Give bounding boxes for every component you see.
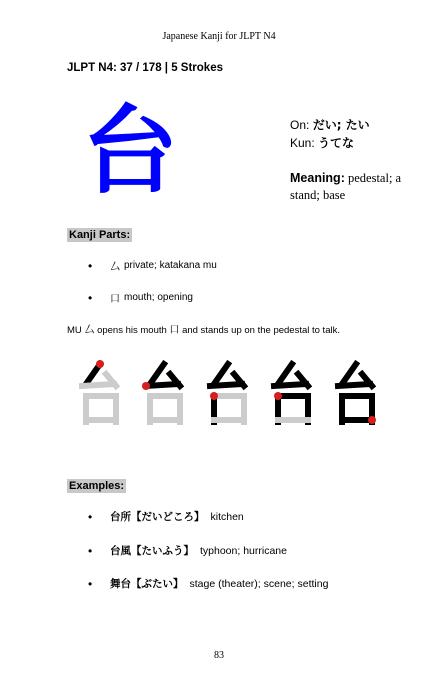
bullet-icon: • [88,576,93,591]
bullet-icon: • [88,509,93,524]
kun-value: うてな [318,136,355,150]
meaning-block [290,170,430,204]
part-item [88,290,193,305]
example-item [88,543,287,558]
mnemonic-part: MU [67,325,82,336]
stroke-path [150,364,164,384]
stroke-start-marker [274,392,282,400]
example-item [88,576,328,591]
stroke-frame [210,364,244,422]
main-kanji: 台 [82,95,178,207]
stroke-frame [274,364,308,422]
stroke-frame [142,364,180,422]
meaning-text: pedestal; a stand; base [290,171,402,202]
stroke-start-marker [368,416,376,424]
stroke-start-marker [96,360,104,368]
mnemonic-text [67,321,340,336]
bullet-icon: • [88,290,93,305]
stroke-path [342,364,356,384]
bullet-icon: • [88,543,93,558]
meaning-label: Meaning: [290,171,345,185]
on-reading [290,116,370,134]
kun-label: Kun: [290,136,315,150]
example-word: 台風【たいふう】 [110,545,194,557]
on-value: だい; たい [312,118,370,132]
mnemonic-part: opens his mouth [97,325,167,336]
stroke-start-marker [142,382,150,390]
examples-heading: Examples: [69,480,125,492]
stroke-frame [338,364,376,424]
stroke-start-marker [210,392,218,400]
part-item [88,258,217,273]
kanji-parts-heading: Kanji Parts: [69,229,131,241]
readings-block [290,116,370,152]
example-meaning: stage (theater); scene; setting [189,577,329,590]
example-word: 台所【だいどころ】 [110,511,205,523]
on-label: On: [290,118,310,132]
stroke-path [214,364,228,384]
stroke-frame [82,360,116,422]
part-glyph: 口 [110,294,120,305]
example-item [88,509,244,524]
stroke-order-diagram [70,352,390,432]
kun-reading [290,134,370,152]
part-glyph: 厶 [110,262,120,273]
mnemonic-glyph: 厶 [84,325,95,336]
jlpt-level-line: JLPT N4: 37 / 178 | 5 Strokes [67,62,223,74]
example-word: 舞台【ぶたい】 [110,578,184,590]
stroke-path [278,364,292,384]
part-text: mouth; opening [124,292,193,303]
example-meaning: typhoon; hurricane [200,544,287,557]
mnemonic-part: and stands up on the pedestal to talk. [182,325,340,336]
example-meaning: kitchen [210,510,244,523]
page-header: Japanese Kanji for JLPT N4 [162,31,276,42]
mnemonic-glyph: 口 [169,325,180,336]
page-number: 83 [214,650,224,661]
part-text: private; katakana mu [124,260,217,271]
bullet-icon: • [88,258,93,273]
